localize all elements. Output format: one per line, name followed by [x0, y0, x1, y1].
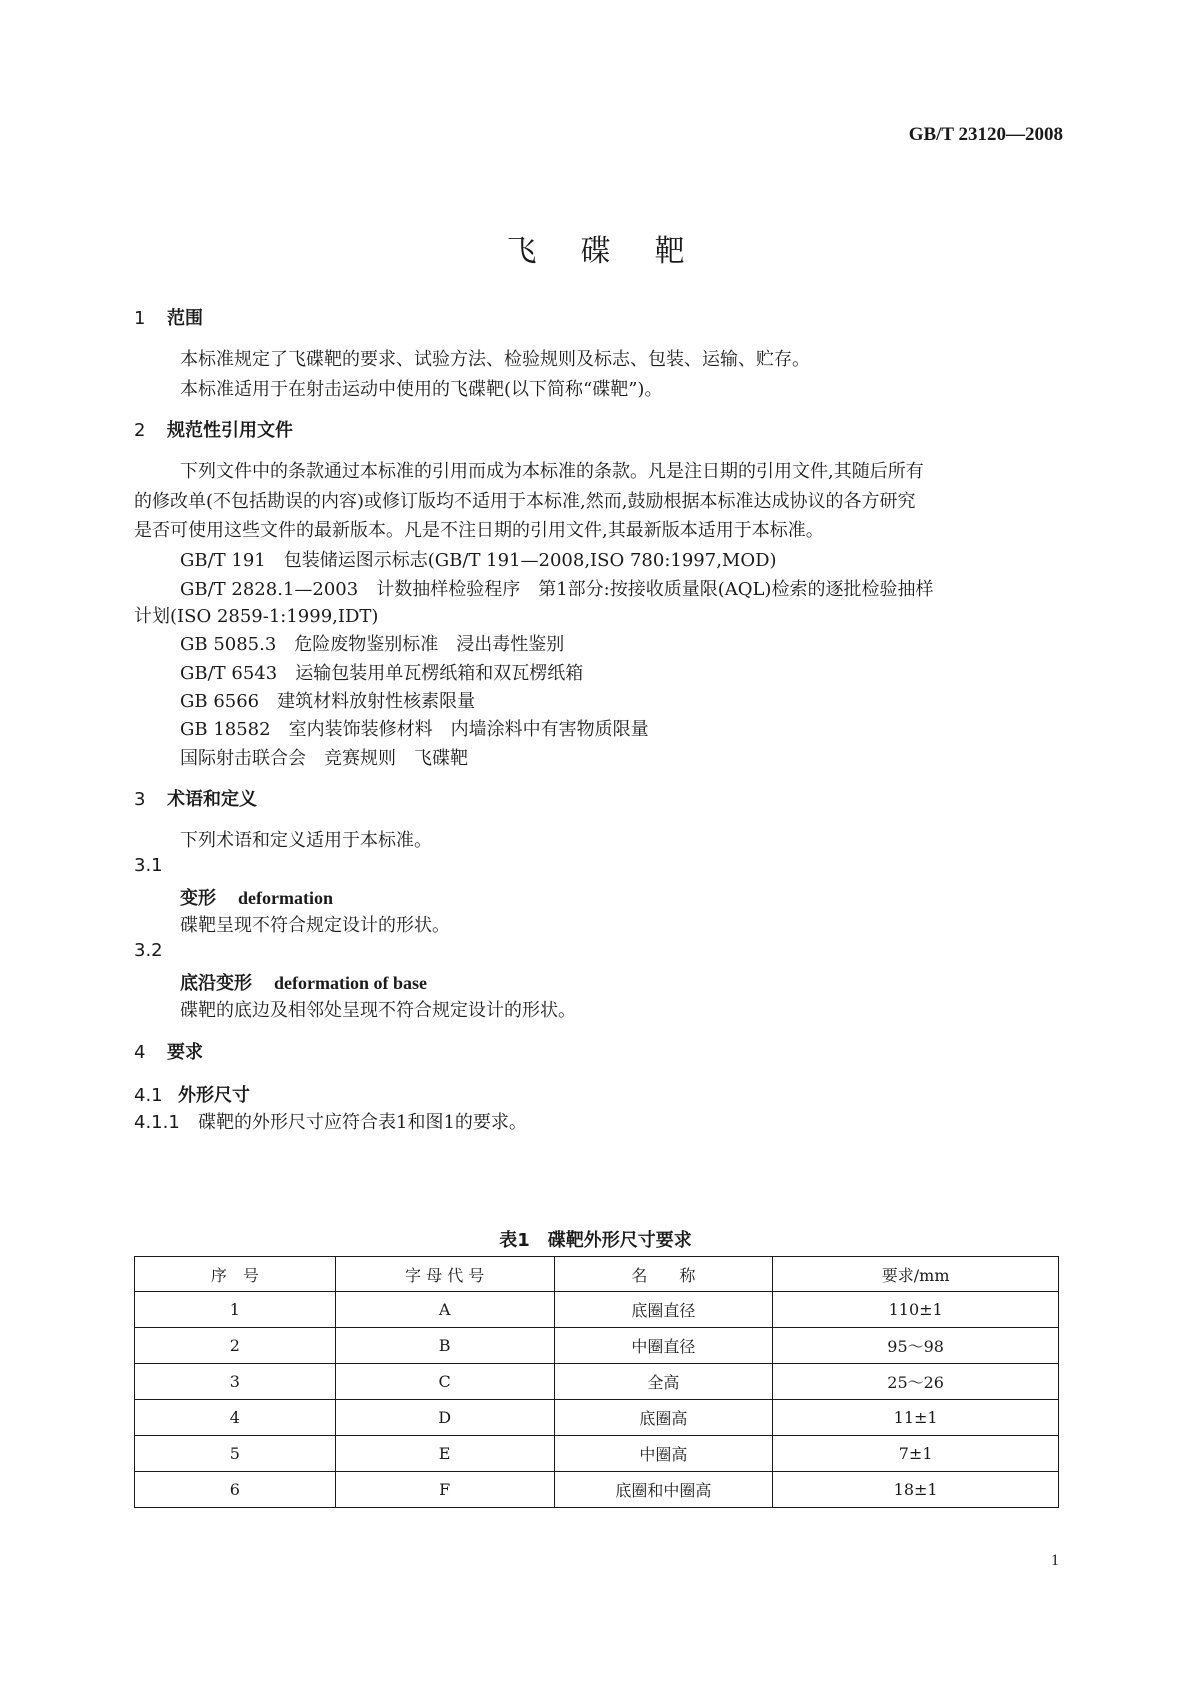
term-en: deformation of base — [274, 973, 427, 993]
dimensions-table — [134, 1256, 1059, 1508]
table-cell: 底圈和中圈高 — [554, 1472, 773, 1508]
table-cell: 25～26 — [773, 1364, 1059, 1400]
table-cell: 3 — [135, 1364, 336, 1400]
section-number: 2 — [134, 420, 146, 441]
section-3-heading — [134, 785, 257, 811]
clause-text: 碟靶的外形尺寸应符合表1和图1的要求。 — [198, 1112, 527, 1133]
page-number: 1 — [1051, 1552, 1059, 1569]
table-cell: 中圈直径 — [554, 1328, 773, 1364]
term-heading — [180, 969, 427, 995]
section-1-heading — [134, 304, 203, 330]
table-row — [135, 1400, 1059, 1436]
paragraph-line: 下列文件中的条款通过本标准的引用而成为本标准的条款。凡是注日期的引用文件,其随后所有 — [180, 461, 924, 482]
table-row — [135, 1472, 1059, 1508]
reference-item: GB/T 6543 运输包装用单瓦楞纸箱和双瓦楞纸箱 — [180, 663, 584, 684]
subsection-number: 4.1 — [134, 1085, 163, 1106]
table-cell: B — [335, 1328, 554, 1364]
table-cell: C — [335, 1364, 554, 1400]
section-title: 要求 — [167, 1042, 203, 1063]
paragraph-line: 的修改单(不包括勘误的内容)或修订版均不适用于本标准,然而,鼓励根据本标准达成协议的各方研究 — [134, 491, 916, 512]
term-en: deformation — [238, 888, 333, 908]
section-2-heading — [134, 416, 293, 442]
paragraph-line: 是否可使用这些文件的最新版本。凡是不注日期的引用文件,其最新版本适用于本标准。 — [134, 520, 824, 541]
table-cell: 5 — [135, 1436, 336, 1472]
table-cell: 底圈直径 — [554, 1292, 773, 1328]
table-cell: E — [335, 1436, 554, 1472]
table-cell: 11±1 — [773, 1400, 1059, 1436]
table-cell: 2 — [135, 1328, 336, 1364]
table-cell: 全高 — [554, 1364, 773, 1400]
table-cell: 110±1 — [773, 1292, 1059, 1328]
reference-item: GB 6566 建筑材料放射性核素限量 — [180, 691, 476, 712]
reference-item: GB 5085.3 危险废物鉴别标准 浸出毒性鉴别 — [180, 634, 565, 655]
column-header: 序 号 — [135, 1257, 336, 1292]
table-header-row — [135, 1257, 1059, 1292]
subsection-heading — [134, 1081, 250, 1107]
table-cell: F — [335, 1472, 554, 1508]
standard-code: GB/T 23120—2008 — [908, 124, 1063, 145]
table-cell: 4 — [135, 1400, 336, 1436]
subsection-title: 外形尺寸 — [178, 1085, 250, 1106]
paragraph: 本标准规定了飞碟靶的要求、试验方法、检验规则及标志、包装、运输、贮存。 — [180, 349, 810, 370]
section-title: 术语和定义 — [167, 789, 257, 810]
table-cell: 18±1 — [773, 1472, 1059, 1508]
reference-item-continued: 计划(ISO 2859-1:1999,IDT) — [134, 606, 379, 627]
reference-item: GB 18582 室内装饰装修材料 内墙涂料中有害物质限量 — [180, 719, 649, 740]
table-cell: 7±1 — [773, 1436, 1059, 1472]
column-header: 字 母 代 号 — [335, 1257, 554, 1292]
table-title: 表1 碟靶外形尺寸要求 — [499, 1230, 692, 1251]
section-number: 1 — [134, 308, 146, 329]
column-header: 要求/mm — [773, 1257, 1059, 1292]
term-zh: 底沿变形 — [180, 973, 252, 994]
clause — [134, 1108, 527, 1134]
table-cell: 1 — [135, 1292, 336, 1328]
term-heading — [180, 884, 333, 910]
table-cell: 中圈高 — [554, 1436, 773, 1472]
reference-item: GB/T 2828.1—2003 计数抽样检验程序 第1部分:按接收质量限(AQL)检索的逐批检验抽样 — [180, 579, 934, 600]
table-row — [135, 1292, 1059, 1328]
page-title: 飞碟靶 — [506, 234, 729, 269]
term-definition: 碟靶呈现不符合规定设计的形状。 — [180, 915, 450, 936]
table-row — [135, 1436, 1059, 1472]
term-definition: 碟靶的底边及相邻处呈现不符合规定设计的形状。 — [180, 1000, 576, 1021]
term-number: 3.1 — [134, 855, 163, 876]
clause-number: 4.1.1 — [134, 1112, 180, 1133]
paragraph: 下列术语和定义适用于本标准。 — [180, 830, 432, 851]
section-number: 3 — [134, 789, 146, 810]
table-cell: 底圈高 — [554, 1400, 773, 1436]
table-cell: 6 — [135, 1472, 336, 1508]
section-title: 范围 — [167, 308, 203, 329]
reference-item: 国际射击联合会 竞赛规则 飞碟靶 — [180, 748, 468, 769]
paragraph: 本标准适用于在射击运动中使用的飞碟靶(以下简称“碟靶”)。 — [180, 379, 663, 400]
column-header: 名 称 — [554, 1257, 773, 1292]
table-cell: 95～98 — [773, 1328, 1059, 1364]
table-row — [135, 1328, 1059, 1364]
section-title: 规范性引用文件 — [167, 420, 293, 441]
section-number: 4 — [134, 1042, 146, 1063]
term-number: 3.2 — [134, 940, 163, 961]
table-cell: A — [335, 1292, 554, 1328]
reference-item: GB/T 191 包装储运图示标志(GB/T 191—2008,ISO 780:1997,MOD) — [180, 550, 777, 571]
table-row — [135, 1364, 1059, 1400]
section-4-heading — [134, 1038, 203, 1064]
table-cell: D — [335, 1400, 554, 1436]
term-zh: 变形 — [180, 888, 216, 909]
